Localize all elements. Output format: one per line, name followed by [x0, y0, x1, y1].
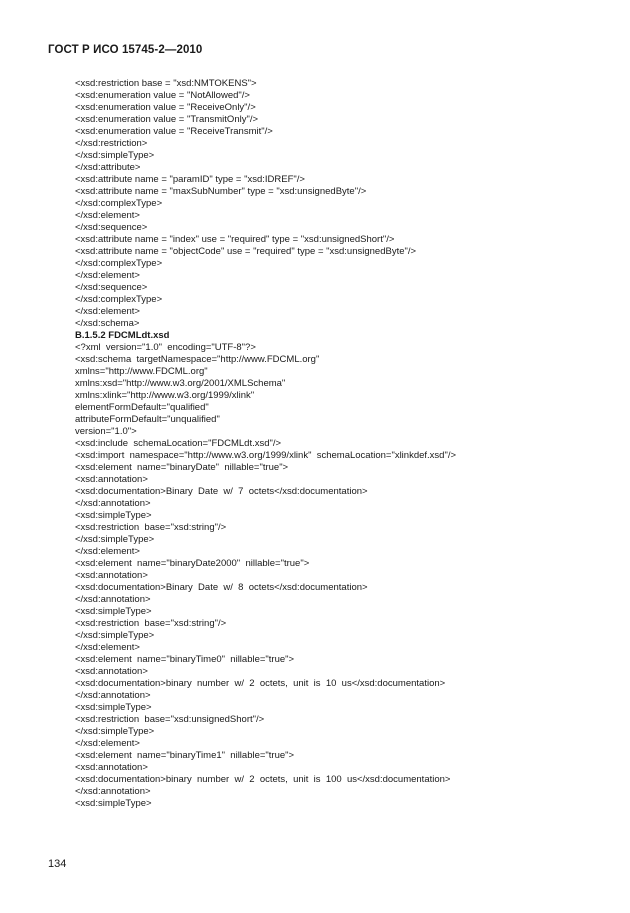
- code-line: </xsd:schema>: [75, 318, 140, 329]
- code-line: <xsd:simpleType>: [75, 606, 152, 617]
- code-line: <xsd:annotation>: [75, 570, 148, 581]
- code-line: </xsd:attribute>: [75, 162, 141, 173]
- code-line: </xsd:element>: [75, 642, 140, 653]
- code-line: </xsd:complexType>: [75, 198, 163, 209]
- code-line: <xsd:enumeration value = "ReceiveOnly"/>: [75, 102, 256, 113]
- code-line: <xsd:restriction base="xsd:string"/>: [75, 522, 227, 533]
- code-line: <xsd:element name="binaryDate" nillable="true">: [75, 462, 289, 473]
- section-heading: B.1.5.2 FDCMLdt.xsd: [75, 330, 170, 341]
- page-number: 134: [48, 858, 67, 870]
- code-line: <xsd:simpleType>: [75, 702, 152, 713]
- code-line: xmlns="http://www.FDCML.org": [75, 366, 208, 377]
- code-line: <xsd:simpleType>: [75, 798, 152, 809]
- code-line: <xsd:attribute name = "paramID" type = "xsd:IDREF"/>: [75, 174, 305, 185]
- code-line: </xsd:simpleType>: [75, 150, 155, 161]
- code-line: </xsd:annotation>: [75, 498, 151, 509]
- code-line: </xsd:annotation>: [75, 690, 151, 701]
- code-line: xmlns:xsd="http://www.w3.org/2001/XMLSchema": [75, 378, 286, 389]
- code-line: <xsd:enumeration value = "TransmitOnly"/>: [75, 114, 259, 125]
- code-line: <xsd:annotation>: [75, 666, 148, 677]
- code-line: </xsd:element>: [75, 306, 140, 317]
- code-line: </xsd:complexType>: [75, 294, 163, 305]
- code-line: </xsd:simpleType>: [75, 534, 155, 545]
- code-line: </xsd:sequence>: [75, 282, 148, 293]
- code-line: <xsd:enumeration value = "ReceiveTransmit"/>: [75, 126, 273, 137]
- code-line: <xsd:restriction base = "xsd:NMTOKENS">: [75, 78, 257, 89]
- code-line: <xsd:enumeration value = "NotAllowed"/>: [75, 90, 250, 101]
- code-line: <xsd:annotation>: [75, 474, 148, 485]
- code-line: <xsd:annotation>: [75, 762, 148, 773]
- code-line: </xsd:annotation>: [75, 786, 151, 797]
- code-line: <xsd:documentation>Binary Date w/ 7 octets</xsd:documentation>: [75, 486, 368, 497]
- document-body: [75, 78, 605, 810]
- code-line: <?xml version="1.0" encoding="UTF-8"?>: [75, 342, 256, 353]
- code-line: version="1.0">: [75, 426, 137, 437]
- code-line: </xsd:element>: [75, 210, 140, 221]
- code-line: </xsd:sequence>: [75, 222, 148, 233]
- code-line: <xsd:simpleType>: [75, 510, 152, 521]
- code-line: <xsd:include schemaLocation="FDCMLdt.xsd"/>: [75, 438, 282, 449]
- code-line: elementFormDefault="qualified": [75, 402, 209, 413]
- code-line: <xsd:element name="binaryTime1" nillable="true">: [75, 750, 295, 761]
- code-line: <xsd:schema targetNamespace="http://www.FDCML.org": [75, 354, 320, 365]
- code-line: <xsd:documentation>binary number w/ 2 octets, unit is 10 us</xsd:documentation>: [75, 678, 446, 689]
- code-line: attributeFormDefault="unqualified": [75, 414, 220, 425]
- code-line: <xsd:import namespace="http://www.w3.org/1999/xlink" schemaLocation="xlinkdef.xsd"/>: [75, 450, 457, 461]
- code-line: <xsd:attribute name = "objectCode" use = "required" type = "xsd:unsignedByte"/>: [75, 246, 417, 257]
- code-line: </xsd:element>: [75, 546, 140, 557]
- code-line: </xsd:complexType>: [75, 258, 163, 269]
- code-line: <xsd:documentation>Binary Date w/ 8 octets</xsd:documentation>: [75, 582, 368, 593]
- code-line: <xsd:element name="binaryDate2000" nillable="true">: [75, 558, 310, 569]
- code-line: </xsd:restriction>: [75, 138, 148, 149]
- code-line: <xsd:documentation>binary number w/ 2 octets, unit is 100 us</xsd:documentation>: [75, 774, 451, 785]
- code-line: <xsd:restriction base="xsd:string"/>: [75, 618, 227, 629]
- code-line: <xsd:element name="binaryTime0" nillable="true">: [75, 654, 295, 665]
- code-line: <xsd:attribute name = "maxSubNumber" type = "xsd:unsignedByte"/>: [75, 186, 367, 197]
- code-line: </xsd:element>: [75, 738, 140, 749]
- code-line: </xsd:simpleType>: [75, 726, 155, 737]
- code-line: </xsd:simpleType>: [75, 630, 155, 641]
- page-header: ГОСТ Р ИСО 15745-2—2010: [48, 44, 203, 56]
- code-line: xmlns:xlink="http://www.w3.org/1999/xlink": [75, 390, 255, 401]
- code-line: <xsd:attribute name = "index" use = "required" type = "xsd:unsignedShort"/>: [75, 234, 395, 245]
- code-line: </xsd:annotation>: [75, 594, 151, 605]
- code-line: </xsd:element>: [75, 270, 140, 281]
- code-line: <xsd:restriction base="xsd:unsignedShort"/>: [75, 714, 265, 725]
